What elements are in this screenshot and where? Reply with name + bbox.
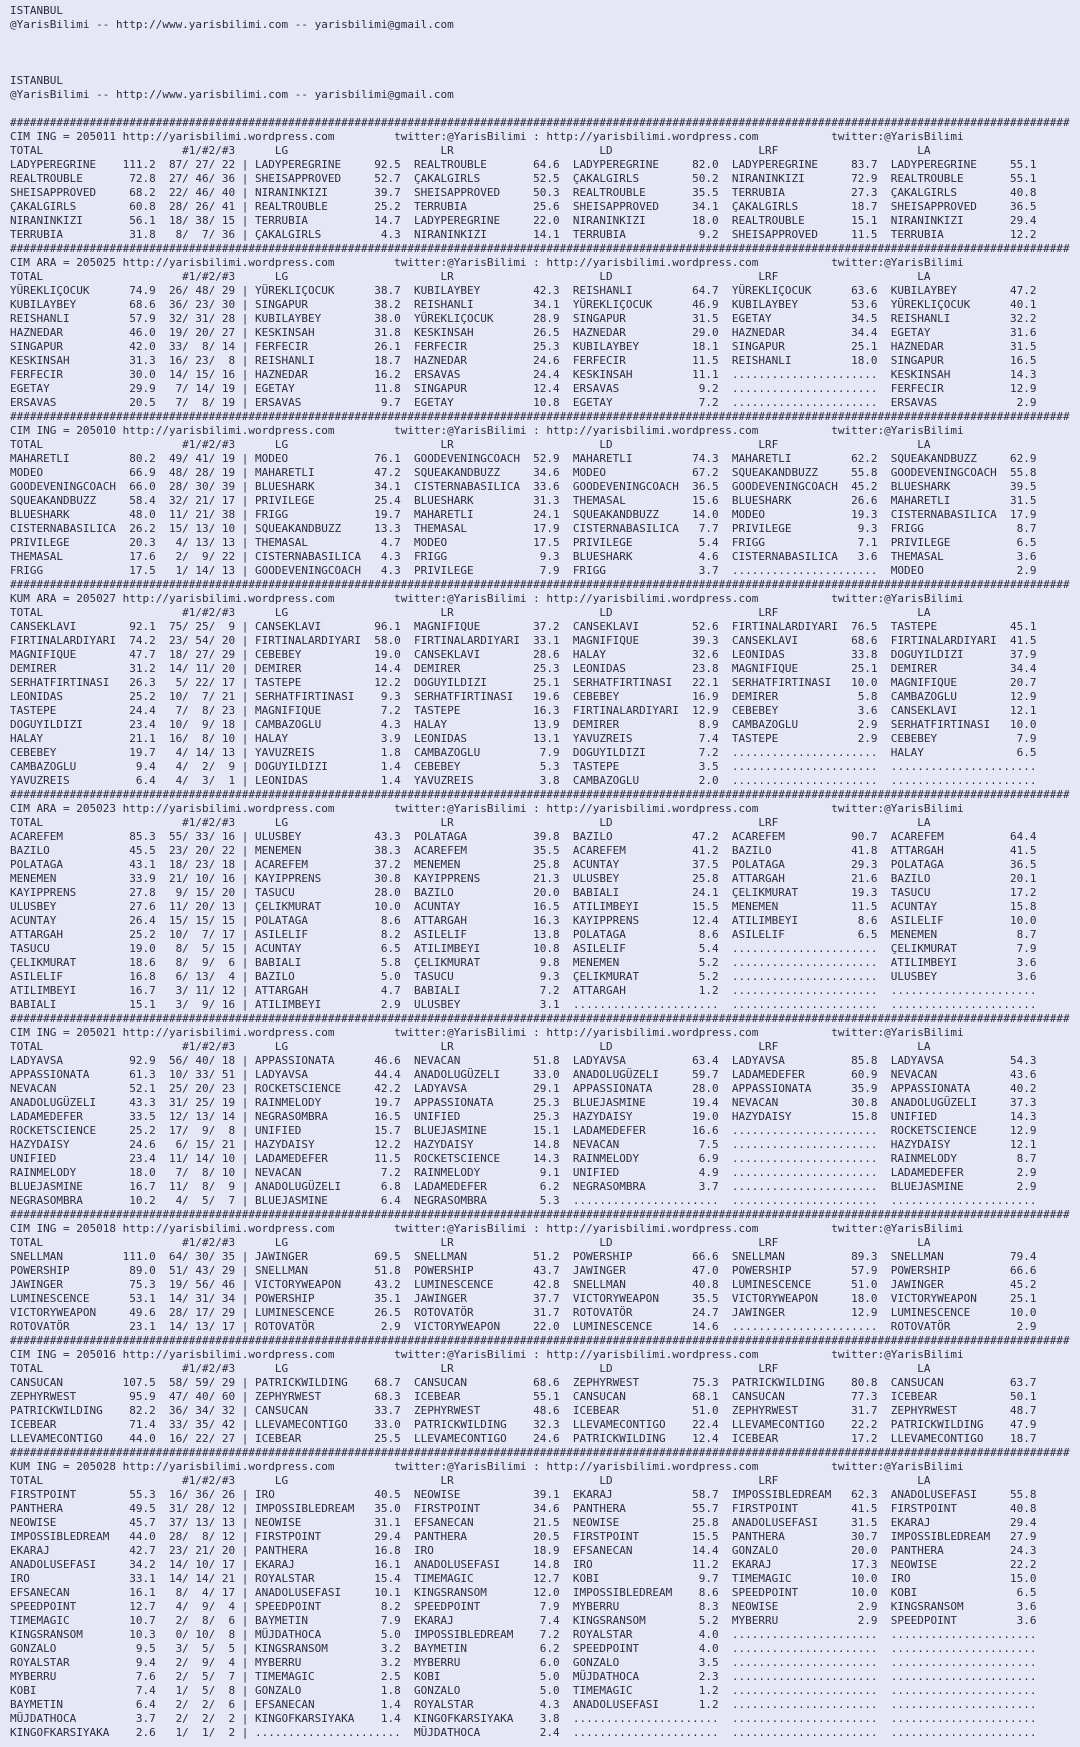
block-header: CIM ARA = 205023 http://yarisbilimi.wordpress.com twitter:@YarisBilimi : http://yarisbilimi.wordpress.com twitter:@YarisBilimi [10,802,964,815]
table-row: ACUNTAY 26.4 15/ 15/ 15 | POLATAGA 8.6 ATTARGAH 16.3 KAYIPPRENS 12.4 ATILIMBEYI 8.6 ASILELIF 10.0 [10,914,1037,927]
table-row: ANADOLUGÜZELI 43.3 31/ 25/ 19 | RAINMELODY 19.7 APPASSIONATA 25.3 BLUEJASMINE 19.4 NEVACAN 30.8 ANADOLUGÜZELI 37.3 [10,1096,1037,1109]
table-row: GONZALO 9.5 3/ 5/ 5 | KINGSRANSOM 3.2 BAYMETIN 6.2 SPEEDPOINT 4.0 ...................... ...................... [10,1642,1037,1655]
table-row: LADAMEDEFER 33.5 12/ 13/ 14 | NEGRASOMBRA 16.5 UNIFIED 25.3 HAZYDAISY 19.0 HAZYDAISY 15.8 UNIFIED 14.3 [10,1110,1037,1123]
table-row: ACAREFEM 85.3 55/ 33/ 16 | ULUSBEY 43.3 POLATAGA 39.8 BAZILO 47.2 ACAREFEM 90.7 ACAREFEM 64.4 [10,830,1037,843]
stats-block [10,410,1080,578]
table-row: FIRSTPOINT 55.3 16/ 36/ 26 | IRO 40.5 NEOWISE 39.1 EKARAJ 58.7 IMPOSSIBLEDREAM 62.3 ANADOLUSEFASI 55.8 [10,1488,1037,1501]
column-header-row: TOTAL #1/#2/#3 LG LR LD LRF LA [10,1040,931,1053]
table-row: CEBEBEY 19.7 4/ 14/ 13 | YAVUZREIS 1.8 CAMBAZOGLU 7.9 DOGUYILDIZI 7.2 ...................... HALAY 6.5 [10,746,1037,759]
column-header-row: TOTAL #1/#2/#3 LG LR LD LRF LA [10,1362,931,1375]
table-row: SQUEAKANDBUZZ 58.4 32/ 21/ 17 | PRIVILEGE 25.4 BLUESHARK 31.3 THEMASAL 15.6 BLUESHARK 26.6 MAHARETLI 31.5 [10,494,1037,507]
stats-blocks [10,116,1080,1740]
table-row: ROCKETSCIENCE 25.2 17/ 9/ 8 | UNIFIED 15.7 BLUEJASMINE 15.1 LADAMEDEFER 16.6 ...................... ROCKETSCIENCE 12.9 [10,1124,1037,1137]
table-row: LADYPEREGRINE 111.2 87/ 27/ 22 | LADYPEREGRINE 92.5 REALTROUBLE 64.6 LADYPEREGRINE 82.0 LADYPEREGRINE 83.7 LADYPEREGRINE 55.1 [10,158,1037,171]
block-header: CIM ING = 205021 http://yarisbilimi.wordpress.com twitter:@YarisBilimi : http://yarisbilimi.wordpress.com twitter:@YarisBilimi [10,1026,964,1039]
block-rows [10,284,1080,410]
table-row: LADYAVSA 92.9 56/ 40/ 18 | APPASSIONATA 46.6 NEVACAN 51.8 LADYAVSA 63.4 LADYAVSA 85.8 LADYAVSA 54.3 [10,1054,1037,1067]
table-row: PANTHERA 49.5 31/ 28/ 12 | IMPOSSIBLEDREAM 35.0 FIRSTPOINT 34.6 PANTHERA 55.7 FIRSTPOINT 41.5 FIRSTPOINT 40.8 [10,1502,1037,1515]
table-row: DEMIRER 31.2 14/ 11/ 20 | DEMIRER 14.4 DEMIRER 25.3 LEONIDAS 23.8 MAGNIFIQUE 25.1 DEMIRER 34.4 [10,662,1037,675]
table-row: SNELLMAN 111.0 64/ 30/ 35 | JAWINGER 69.5 SNELLMAN 51.2 POWERSHIP 66.6 SNELLMAN 89.3 SNELLMAN 79.4 [10,1250,1037,1263]
table-row: KOBI 7.4 1/ 5/ 8 | GONZALO 1.8 GONZALO 5.0 TIMEMAGIC 1.2 ...................... ...................... [10,1684,1037,1697]
city-title: ISTANBUL [10,4,63,17]
table-row: CISTERNABASILICA 26.2 15/ 13/ 10 | SQUEAKANDBUZZ 13.3 THEMASAL 17.9 CISTERNABASILICA 7.7 PRIVILEGE 9.3 FRIGG 8.7 [10,522,1037,535]
contact-line-repeat: @YarisBilimi -- http://www.yarisbilimi.com -- yarisbilimi@gmail.com [10,88,454,101]
block-header: CIM ARA = 205025 http://yarisbilimi.wordpress.com twitter:@YarisBilimi : http://yarisbilimi.wordpress.com twitter:@YarisBilimi [10,256,964,269]
table-row: ERSAVAS 20.5 7/ 8/ 19 | ERSAVAS 9.7 EGETAY 10.8 EGETAY 7.2 ...................... ERSAVAS 2.9 [10,396,1037,409]
stats-block [10,116,1080,242]
table-row: KINGSRANSOM 10.3 0/ 10/ 8 | MÜJDATHOCA 5.0 IMPOSSIBLEDREAM 7.2 ROYALSTAR 4.0 ...................... ...................... [10,1628,1037,1641]
table-row: BAZILO 45.5 23/ 20/ 22 | MENEMEN 38.3 ACAREFEM 35.5 ACAREFEM 41.2 BAZILO 41.8 ATTARGAH 41.5 [10,844,1037,857]
column-header-row: TOTAL #1/#2/#3 LG LR LD LRF LA [10,816,931,829]
table-row: MENEMEN 33.9 21/ 10/ 16 | KAYIPPRENS 30.8 KAYIPPRENS 21.3 ULUSBEY 25.8 ATTARGAH 21.6 BAZILO 20.1 [10,872,1037,885]
block-header: CIM ING = 205010 http://yarisbilimi.wordpress.com twitter:@YarisBilimi : http://yarisbilimi.wordpress.com twitter:@YarisBilimi [10,424,964,437]
table-row: EGETAY 29.9 7/ 14/ 19 | EGETAY 11.8 SINGAPUR 12.4 ERSAVAS 9.2 ...................... FERFECIR 12.9 [10,382,1037,395]
separator-line: ################################################################################################################################################################ [10,578,1070,591]
block-rows [10,158,1080,242]
table-row: ATTARGAH 25.2 10/ 7/ 17 | ASILELIF 8.2 ASILELIF 13.8 POLATAGA 8.6 ASILELIF 6.5 MENEMEN 8.7 [10,928,1037,941]
table-row: ANADOLUSEFASI 34.2 14/ 10/ 17 | EKARAJ 16.1 ANADOLUSEFASI 14.8 IRO 11.2 EKARAJ 17.3 NEOWISE 22.2 [10,1558,1037,1571]
table-row: TASUCU 19.0 8/ 5/ 15 | ACUNTAY 6.5 ATILIMBEYI 10.8 ASILELIF 5.4 ...................... ÇELIKMURAT 7.9 [10,942,1037,955]
table-row: LLEVAMECONTIGO 44.0 16/ 22/ 27 | ICEBEAR 25.5 LLEVAMECONTIGO 24.6 PATRICKWILDING 12.4 ICEBEAR 17.2 LLEVAMECONTIGO 18.7 [10,1432,1037,1445]
separator-line: ################################################################################################################################################################ [10,1446,1070,1459]
table-row: LEONIDAS 25.2 10/ 7/ 21 | SERHATFIRTINASI 9.3 SERHATFIRTINASI 19.6 CEBEBEY 16.9 DEMIRER 5.8 CAMBAZOGLU 12.9 [10,690,1037,703]
table-row: KAYIPPRENS 27.8 9/ 15/ 20 | TASUCU 28.0 BAZILO 20.0 BABIALI 24.1 ÇELIKMURAT 19.3 TASUCU 17.2 [10,886,1037,899]
block-header: CIM ING = 205018 http://yarisbilimi.wordpress.com twitter:@YarisBilimi : http://yarisbilimi.wordpress.com twitter:@YarisBilimi [10,1222,964,1235]
separator-line: ################################################################################################################################################################ [10,788,1070,801]
column-header-row: TOTAL #1/#2/#3 LG LR LD LRF LA [10,606,931,619]
table-row: ÇELIKMURAT 18.6 8/ 9/ 6 | BABIALI 5.8 ÇELIKMURAT 9.8 MENEMEN 5.2 ...................... ATILIMBEYI 3.6 [10,956,1037,969]
table-row: ASILELIF 16.8 6/ 13/ 4 | BAZILO 5.0 TASUCU 9.3 ÇELIKMURAT 5.2 ...................... ULUSBEY 3.6 [10,970,1037,983]
table-row: MÜJDATHOCA 3.7 2/ 2/ 2 | KINGOFKARSIYAKA 1.4 KINGOFKARSIYAKA 3.8 ...................... ...................... ...................... [10,1712,1037,1725]
stats-block [10,1208,1080,1334]
table-row: THEMASAL 17.6 2/ 9/ 22 | CISTERNABASILICA 4.3 FRIGG 9.3 BLUESHARK 4.6 CISTERNABASILICA 3.6 THEMASAL 3.6 [10,550,1037,563]
stats-block [10,1334,1080,1446]
table-row: KUBILAYBEY 68.6 36/ 23/ 30 | SINGAPUR 38.2 REISHANLI 34.1 YÜREKLIÇOCUK 46.9 KUBILAYBEY 53.6 YÜREKLIÇOCUK 40.1 [10,298,1037,311]
block-rows [10,1250,1080,1334]
table-row: SHEISAPPROVED 68.2 22/ 46/ 40 | NIRANINKIZI 39.7 SHEISAPPROVED 50.3 REALTROUBLE 35.5 TERRUBIA 27.3 ÇAKALGIRLS 40.8 [10,186,1037,199]
stats-block [10,242,1080,410]
table-row: BLUESHARK 48.0 11/ 21/ 38 | FRIGG 19.7 MAHARETLI 24.1 SQUEAKANDBUZZ 14.0 MODEO 19.3 CISTERNABASILICA 17.9 [10,508,1037,521]
table-row: REALTROUBLE 72.8 27/ 46/ 36 | SHEISAPPROVED 52.7 ÇAKALGIRLS 52.5 ÇAKALGIRLS 50.2 NIRANINKIZI 72.9 REALTROUBLE 55.1 [10,172,1037,185]
table-row: NEOWISE 45.7 37/ 13/ 13 | NEOWISE 31.1 EFSANECAN 21.5 NEOWISE 25.8 ANADOLUSEFASI 31.5 EKARAJ 29.4 [10,1516,1037,1529]
table-row: SINGAPUR 42.0 33/ 8/ 14 | FERFECIR 26.1 FERFECIR 25.3 KUBILAYBEY 18.1 SINGAPUR 25.1 HAZNEDAR 31.5 [10,340,1037,353]
block-rows [10,1488,1080,1740]
block-header: KUM ING = 205028 http://yarisbilimi.wordpress.com twitter:@YarisBilimi : http://yarisbilimi.wordpress.com twitter:@YarisBilimi [10,1460,964,1473]
block-rows [10,452,1080,578]
block-rows [10,1376,1080,1446]
block-rows [10,830,1080,1012]
table-row: NEGRASOMBRA 10.2 4/ 5/ 7 | BLUEJASMINE 6.4 NEGRASOMBRA 5.3 ...................... ...................... ...................... [10,1194,1037,1207]
table-row: DOGUYILDIZI 23.4 10/ 9/ 18 | CAMBAZOGLU 4.3 HALAY 13.9 DEMIRER 8.9 CAMBAZOGLU 2.9 SERHATFIRTINASI 10.0 [10,718,1037,731]
table-row: TASTEPE 24.4 7/ 8/ 23 | MAGNIFIQUE 7.2 TASTEPE 16.3 FIRTINALARDIYARI 12.9 CEBEBEY 3.6 CANSEKLAVI 12.1 [10,704,1037,717]
table-row: ROTOVATÖR 23.1 14/ 13/ 17 | ROTOVATÖR 2.9 VICTORYWEAPON 22.0 LUMINESCENCE 14.6 ...................... ROTOVATÖR 2.9 [10,1320,1037,1333]
table-row: NEVACAN 52.1 25/ 20/ 23 | ROCKETSCIENCE 42.2 LADYAVSA 29.1 APPASSIONATA 28.0 APPASSIONATA 35.9 APPASSIONATA 40.2 [10,1082,1037,1095]
table-row: EKARAJ 42.7 23/ 21/ 20 | PANTHERA 16.8 IRO 18.9 EFSANECAN 14.4 GONZALO 20.0 PANTHERA 24.3 [10,1544,1037,1557]
column-header-row: TOTAL #1/#2/#3 LG LR LD LRF LA [10,438,931,451]
separator-line: ################################################################################################################################################################ [10,1012,1070,1025]
table-row: ZEPHYRWEST 95.9 47/ 40/ 60 | ZEPHYRWEST 68.3 ICEBEAR 55.1 CANSUCAN 68.1 CANSUCAN 77.3 ICEBEAR 50.1 [10,1390,1037,1403]
table-row: POWERSHIP 89.0 51/ 43/ 29 | SNELLMAN 51.8 POWERSHIP 43.7 JAWINGER 47.0 POWERSHIP 57.9 POWERSHIP 66.6 [10,1264,1037,1277]
separator-line: ################################################################################################################################################################ [10,242,1070,255]
table-row: HAZYDAISY 24.6 6/ 15/ 21 | HAZYDAISY 12.2 HAZYDAISY 14.8 NEVACAN 7.5 ...................... HAZYDAISY 12.1 [10,1138,1037,1151]
table-row: ÇAKALGIRLS 60.8 28/ 26/ 41 | REALTROUBLE 25.2 TERRUBIA 25.6 SHEISAPPROVED 34.1 ÇAKALGIRLS 18.7 SHEISAPPROVED 36.5 [10,200,1037,213]
stats-block [10,1012,1080,1208]
table-row: KINGOFKARSIYAKA 2.6 1/ 1/ 2 | ...................... MÜJDATHOCA 2.4 ...................... ...................... ...................... [10,1726,1037,1739]
blank-line [10,46,1080,60]
table-row: CANSUCAN 107.5 58/ 59/ 29 | PATRICKWILDING 68.7 CANSUCAN 68.6 ZEPHYRWEST 75.3 PATRICKWILDING 80.8 CANSUCAN 63.7 [10,1376,1037,1389]
table-row: FRIGG 17.5 1/ 14/ 13 | GOODEVENINGCOACH 4.3 PRIVILEGE 7.9 FRIGG 3.7 ...................... MODEO 2.9 [10,564,1037,577]
table-row: ICEBEAR 71.4 33/ 35/ 42 | LLEVAMECONTIGO 33.0 PATRICKWILDING 32.3 LLEVAMECONTIGO 22.4 LLEVAMECONTIGO 22.2 PATRICKWILDING 47.9 [10,1418,1037,1431]
table-row: NIRANINKIZI 56.1 18/ 38/ 15 | TERRUBIA 14.7 LADYPEREGRINE 22.0 NIRANINKIZI 18.0 REALTROUBLE 15.1 NIRANINKIZI 29.4 [10,214,1037,227]
block-header: CIM ING = 205016 http://yarisbilimi.wordpress.com twitter:@YarisBilimi : http://yarisbilimi.wordpress.com twitter:@YarisBilimi [10,1348,964,1361]
table-row: FIRTINALARDIYARI 74.2 23/ 54/ 20 | FIRTINALARDIYARI 58.0 FIRTINALARDIYARI 33.1 MAGNIFIQUE 39.3 CANSEKLAVI 68.6 FIRTINALARDIYARI 41.5 [10,634,1037,647]
table-row: CANSEKLAVI 92.1 75/ 25/ 9 | CANSEKLAVI 96.1 MAGNIFIQUE 37.2 CANSEKLAVI 52.6 FIRTINALARDIYARI 76.5 TASTEPE 45.1 [10,620,1037,633]
stats-block [10,788,1080,1012]
separator-line: ################################################################################################################################################################ [10,1208,1070,1221]
table-row: VICTORYWEAPON 49.6 28/ 17/ 29 | LUMINESCENCE 26.5 ROTOVATÖR 31.7 ROTOVATÖR 24.7 JAWINGER 12.9 LUMINESCENCE 10.0 [10,1306,1037,1319]
separator-line: ################################################################################################################################################################ [10,116,1070,129]
blank-line [10,102,1080,116]
table-row: REISHANLI 57.9 32/ 31/ 28 | KUBILAYBEY 38.0 YÜREKLIÇOCUK 28.9 SINGAPUR 31.5 EGETAY 34.5 REISHANLI 32.2 [10,312,1037,325]
table-row: BLUEJASMINE 16.7 11/ 8/ 9 | ANADOLUGÜZELI 6.8 LADAMEDEFER 6.2 NEGRASOMBRA 3.7 ...................... BLUEJASMINE 2.9 [10,1180,1037,1193]
table-row: MYBERRU 7.6 2/ 5/ 7 | TIMEMAGIC 2.5 KOBI 5.0 MÜJDATHOCA 2.3 ...................... ...................... [10,1670,1037,1683]
table-row: ULUSBEY 27.6 11/ 20/ 13 | ÇELIKMURAT 10.0 ACUNTAY 16.5 ATILIMBEYI 15.5 MENEMEN 11.5 ACUNTAY 15.8 [10,900,1037,913]
table-row: BABIALI 15.1 3/ 9/ 16 | ATILIMBEYI 2.9 ULUSBEY 3.1 ...................... ...................... ...................... [10,998,1037,1011]
separator-line: ################################################################################################################################################################ [10,410,1070,423]
block-header: KUM ARA = 205027 http://yarisbilimi.wordpress.com twitter:@YarisBilimi : http://yarisbilimi.wordpress.com twitter:@YarisBilimi [10,592,964,605]
table-row: HALAY 21.1 16/ 8/ 10 | HALAY 3.9 LEONIDAS 13.1 YAVUZREIS 7.4 TASTEPE 2.9 CEBEBEY 7.9 [10,732,1037,745]
table-row: BAYMETIN 6.4 2/ 2/ 6 | EFSANECAN 1.4 ROYALSTAR 4.3 ANADOLUSEFASI 1.2 ...................... ...................... [10,1698,1037,1711]
column-header-row: TOTAL #1/#2/#3 LG LR LD LRF LA [10,270,931,283]
table-row: UNIFIED 23.4 11/ 14/ 10 | LADAMEDEFER 11.5 ROCKETSCIENCE 14.3 RAINMELODY 6.9 ...................... RAINMELODY 8.7 [10,1152,1037,1165]
column-header-row: TOTAL #1/#2/#3 LG LR LD LRF LA [10,1474,931,1487]
table-row: HAZNEDAR 46.0 19/ 20/ 27 | KESKINSAH 31.8 KESKINSAH 26.5 HAZNEDAR 29.0 HAZNEDAR 34.4 EGETAY 31.6 [10,326,1037,339]
table-row: SERHATFIRTINASI 26.3 5/ 22/ 17 | TASTEPE 12.2 DOGUYILDIZI 25.1 SERHATFIRTINASI 22.1 SERHATFIRTINASI 10.0 MAGNIFIQUE 20.7 [10,676,1037,689]
table-row: APPASSIONATA 61.3 10/ 33/ 51 | LADYAVSA 44.4 ANADOLUGÜZELI 33.0 ANADOLUGÜZELI 59.7 LADAMEDEFER 60.9 NEVACAN 43.6 [10,1068,1037,1081]
table-row: LUMINESCENCE 53.1 14/ 31/ 34 | POWERSHIP 35.1 JAWINGER 37.7 VICTORYWEAPON 35.5 VICTORYWEAPON 18.0 VICTORYWEAPON 25.1 [10,1292,1037,1305]
block-rows [10,1054,1080,1208]
separator-line: ################################################################################################################################################################ [10,1334,1070,1347]
block-header: CIM ING = 205011 http://yarisbilimi.wordpress.com twitter:@YarisBilimi : http://yarisbilimi.wordpress.com twitter:@YarisBilimi [10,130,964,143]
file-header [10,4,1080,116]
table-row: POLATAGA 43.1 18/ 23/ 18 | ACAREFEM 37.2 MENEMEN 25.8 ACUNTAY 37.5 POLATAGA 29.3 POLATAGA 36.5 [10,858,1037,871]
table-row: MODEO 66.9 48/ 28/ 19 | MAHARETLI 47.2 SQUEAKANDBUZZ 34.6 MODEO 67.2 SQUEAKANDBUZZ 55.8 GOODEVENINGCOACH 55.8 [10,466,1037,479]
table-row: MAHARETLI 80.2 49/ 41/ 19 | MODEO 76.1 GOODEVENINGCOACH 52.9 MAHARETLI 74.3 MAHARETLI 62.2 SQUEAKANDBUZZ 62.9 [10,452,1037,465]
table-row: MAGNIFIQUE 47.7 18/ 27/ 29 | CEBEBEY 19.0 CANSEKLAVI 28.6 HALAY 32.6 LEONIDAS 33.8 DOGUYILDIZI 37.9 [10,648,1037,661]
table-row: FERFECIR 30.0 14/ 15/ 16 | HAZNEDAR 16.2 ERSAVAS 24.4 KESKINSAH 11.1 ...................... KESKINSAH 14.3 [10,368,1037,381]
table-row: SPEEDPOINT 12.7 4/ 9/ 4 | SPEEDPOINT 8.2 SPEEDPOINT 7.9 MYBERRU 8.3 NEOWISE 2.9 KINGSRANSOM 3.6 [10,1600,1037,1613]
block-rows [10,620,1080,788]
city-title-repeat: ISTANBUL [10,74,63,87]
table-row: KESKINSAH 31.3 16/ 23/ 8 | REISHANLI 18.7 HAZNEDAR 24.6 FERFECIR 11.5 REISHANLI 18.0 SINGAPUR 16.5 [10,354,1037,367]
contact-line: @YarisBilimi -- http://www.yarisbilimi.com -- yarisbilimi@gmail.com [10,18,454,31]
table-row: PRIVILEGE 20.3 4/ 13/ 13 | THEMASAL 4.7 MODEO 17.5 PRIVILEGE 5.4 FRIGG 7.1 PRIVILEGE 6.5 [10,536,1037,549]
column-header-row: TOTAL #1/#2/#3 LG LR LD LRF LA [10,144,931,157]
table-row: IRO 33.1 14/ 14/ 21 | ROYALSTAR 15.4 TIMEMAGIC 12.7 KOBI 9.7 TIMEMAGIC 10.0 IRO 15.0 [10,1572,1037,1585]
stats-block [10,578,1080,788]
table-row: EFSANECAN 16.1 8/ 4/ 17 | ANADOLUSEFASI 10.1 KINGSRANSOM 12.0 IMPOSSIBLEDREAM 8.6 SPEEDPOINT 10.0 KOBI 6.5 [10,1586,1037,1599]
table-row: YAVUZREIS 6.4 4/ 3/ 1 | LEONIDAS 1.4 YAVUZREIS 3.8 CAMBAZOGLU 2.0 ...................... ...................... [10,774,1037,787]
blank-line [10,32,1080,46]
table-row: ROYALSTAR 9.4 2/ 9/ 4 | MYBERRU 3.2 MYBERRU 6.0 GONZALO 3.5 ...................... ...................... [10,1656,1037,1669]
blank-line [10,60,1080,74]
stats-block [10,1446,1080,1740]
table-row: CAMBAZOGLU 9.4 4/ 2/ 9 | DOGUYILDIZI 1.4 CEBEBEY 5.3 TASTEPE 3.5 ...................... ...................... [10,760,1037,773]
table-row: TERRUBIA 31.8 8/ 7/ 36 | ÇAKALGIRLS 4.3 NIRANINKIZI 14.1 TERRUBIA 9.2 SHEISAPPROVED 11.5 TERRUBIA 12.2 [10,228,1037,241]
table-row: RAINMELODY 18.0 7/ 8/ 10 | NEVACAN 7.2 RAINMELODY 9.1 UNIFIED 4.9 ...................... LADAMEDEFER 2.9 [10,1166,1037,1179]
table-row: GOODEVENINGCOACH 66.0 28/ 30/ 39 | BLUESHARK 34.1 CISTERNABASILICA 33.6 GOODEVENINGCOACH 36.5 GOODEVENINGCOACH 45.2 BLUESHARK 39.5 [10,480,1037,493]
table-row: JAWINGER 75.3 19/ 56/ 46 | VICTORYWEAPON 43.2 LUMINESCENCE 42.8 SNELLMAN 40.8 LUMINESCENCE 51.0 JAWINGER 45.2 [10,1278,1037,1291]
table-row: ATILIMBEYI 16.7 3/ 11/ 12 | ATTARGAH 4.7 BABIALI 7.2 ATTARGAH 1.2 ...................... ...................... [10,984,1037,997]
table-row: IMPOSSIBLEDREAM 44.0 28/ 8/ 12 | FIRSTPOINT 29.4 PANTHERA 20.5 FIRSTPOINT 15.5 PANTHERA 30.7 IMPOSSIBLEDREAM 27.9 [10,1530,1037,1543]
table-row: PATRICKWILDING 82.2 36/ 34/ 32 | CANSUCAN 33.7 ZEPHYRWEST 48.6 ICEBEAR 51.0 ZEPHYRWEST 31.7 ZEPHYRWEST 48.7 [10,1404,1037,1417]
column-header-row: TOTAL #1/#2/#3 LG LR LD LRF LA [10,1236,931,1249]
table-row: YÜREKLIÇOCUK 74.9 26/ 48/ 29 | YÜREKLIÇOCUK 38.7 KUBILAYBEY 42.3 REISHANLI 64.7 YÜREKLIÇOCUK 63.6 KUBILAYBEY 47.2 [10,284,1037,297]
table-row: TIMEMAGIC 10.7 2/ 8/ 6 | BAYMETIN 7.9 EKARAJ 7.4 KINGSRANSOM 5.2 MYBERRU 2.9 SPEEDPOINT 3.6 [10,1614,1037,1627]
